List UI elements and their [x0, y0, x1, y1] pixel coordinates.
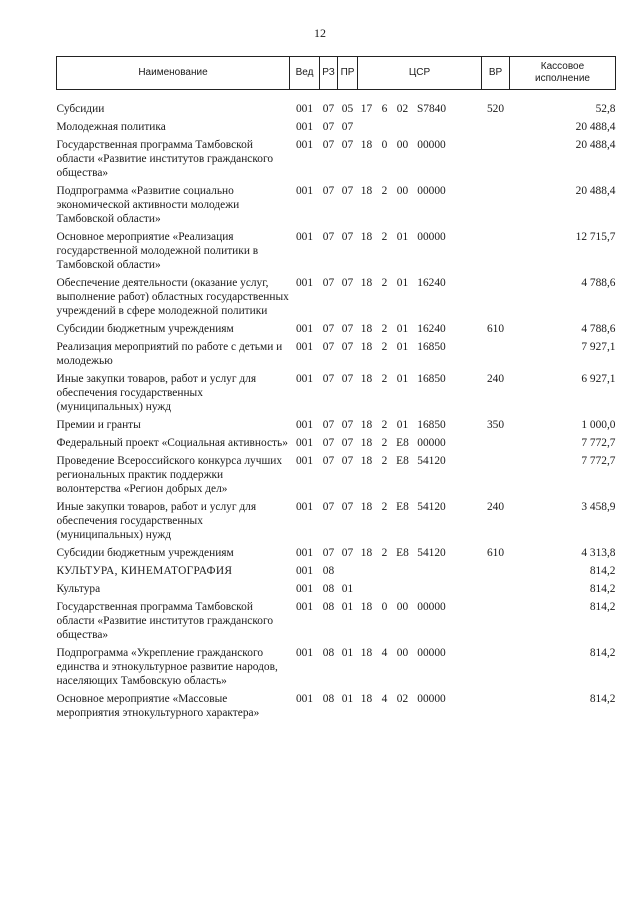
row-name: Проведение Всероссийского конкурса лучших региональных практик поддержки волонтерства «Регион добрых дел» — [56, 455, 283, 495]
csr-segment: 00 — [396, 185, 409, 197]
row-name: Реализация мероприятий по работе с детьми и молодежью — [56, 341, 283, 367]
csr-segment: 18 — [360, 455, 373, 467]
row-ved: 001 — [295, 341, 314, 353]
table-row — [57, 561, 616, 579]
row-csr — [358, 90, 482, 118]
csr-code — [358, 102, 482, 116]
csr-segment: 0 — [381, 139, 388, 151]
table-row — [57, 319, 616, 337]
csr-segment: 16240 — [417, 277, 446, 289]
table-row — [57, 135, 616, 181]
csr-segment: 00 — [396, 647, 409, 659]
row-name: Премии и гранты — [56, 419, 141, 431]
header-name: Наименование — [57, 57, 290, 90]
row-vr: 240 — [486, 373, 505, 385]
row-ved: 001 — [295, 583, 314, 595]
csr-code — [358, 600, 482, 614]
row-ved: 001 — [295, 501, 314, 513]
row-ved: 001 — [295, 437, 314, 449]
row-amount: 4 788,6 — [581, 323, 616, 335]
row-name: Иные закупки товаров, работ и услуг для обеспечения государственных (муниципальных) нужд — [56, 373, 257, 413]
row-ved: 001 — [295, 455, 314, 467]
row-amount: 4 788,6 — [581, 277, 616, 289]
row-rz: 07 — [322, 139, 335, 151]
csr-code — [358, 500, 482, 514]
row-csr — [358, 433, 482, 451]
csr-code — [358, 372, 482, 386]
row-vr — [482, 579, 510, 597]
table-row — [57, 579, 616, 597]
row-vr — [482, 181, 510, 227]
csr-segment: 18 — [360, 373, 373, 385]
csr-segment: 00000 — [417, 437, 446, 449]
csr-segment: 18 — [360, 547, 373, 559]
csr-segment: E8 — [396, 455, 409, 467]
row-csr — [358, 643, 482, 689]
csr-code — [358, 692, 482, 706]
row-vr: 350 — [486, 419, 505, 431]
row-name: Культура — [56, 583, 101, 595]
row-pr: 07 — [341, 277, 354, 289]
csr-segment: 2 — [381, 437, 388, 449]
row-name: Государственная программа Тамбовской области «Развитие институтов гражданского общества» — [56, 139, 274, 179]
row-csr — [358, 415, 482, 433]
row-ved: 001 — [295, 185, 314, 197]
row-csr — [358, 451, 482, 497]
csr-segment: 01 — [396, 277, 409, 289]
row-pr: 07 — [341, 373, 354, 385]
csr-segment: 00000 — [417, 185, 446, 197]
header-csr: ЦСР — [358, 57, 482, 90]
row-ved: 001 — [295, 231, 314, 243]
row-name: Федеральный проект «Социальная активность» — [56, 437, 288, 449]
csr-segment: 17 — [360, 103, 373, 115]
row-rz: 07 — [322, 419, 335, 431]
header-pr: ПР — [338, 57, 358, 90]
row-amount: 20 488,4 — [575, 121, 616, 133]
csr-segment: 2 — [381, 419, 388, 431]
row-amount: 7 927,1 — [581, 341, 616, 353]
row-name: Субсидии бюджетным учреждениям — [56, 323, 234, 335]
row-csr — [358, 497, 482, 543]
row-ved: 001 — [295, 693, 314, 705]
csr-code — [358, 322, 482, 336]
csr-segment: 16240 — [417, 323, 446, 335]
csr-segment: 18 — [360, 323, 373, 335]
csr-segment: 54120 — [417, 455, 446, 467]
row-pr: 07 — [341, 341, 354, 353]
csr-segment: 18 — [360, 647, 373, 659]
row-amount: 7 772,7 — [581, 455, 616, 467]
row-pr: 01 — [341, 601, 354, 613]
csr-segment: 54120 — [417, 547, 446, 559]
csr-segment: 18 — [360, 185, 373, 197]
row-ved: 001 — [295, 277, 314, 289]
row-amount: 814,2 — [589, 583, 616, 595]
row-ved: 001 — [295, 601, 314, 613]
row-csr — [358, 273, 482, 319]
csr-segment: 2 — [381, 231, 388, 243]
row-vr — [482, 273, 510, 319]
table-row — [57, 543, 616, 561]
row-amount: 814,2 — [589, 693, 616, 705]
row-pr — [338, 561, 358, 579]
row-vr: 240 — [486, 501, 505, 513]
row-name: Подпрограмма «Укрепление гражданского единства и этнокультурное развитие народов, населяющих Тамбовскую область» — [56, 647, 278, 687]
csr-code — [358, 436, 482, 450]
row-amount: 12 715,7 — [575, 231, 616, 243]
row-vr — [482, 451, 510, 497]
csr-code — [358, 184, 482, 198]
csr-segment: 18 — [360, 693, 373, 705]
row-amount: 814,2 — [589, 565, 616, 577]
row-rz: 07 — [322, 455, 335, 467]
csr-code — [358, 230, 482, 244]
row-ved: 001 — [295, 565, 314, 577]
row-vr — [482, 561, 510, 579]
row-rz: 07 — [322, 323, 335, 335]
table-row — [57, 181, 616, 227]
table-row — [57, 451, 616, 497]
row-rz: 07 — [322, 185, 335, 197]
row-csr — [358, 227, 482, 273]
row-rz: 07 — [322, 501, 335, 513]
table-row — [57, 643, 616, 689]
csr-segment: 00 — [396, 601, 409, 613]
row-name: Основное мероприятие «Массовые мероприятия этнокультурного характера» — [56, 693, 260, 719]
row-name: Субсидии — [56, 103, 105, 115]
header-ved: Вед — [290, 57, 320, 90]
row-ved: 001 — [295, 323, 314, 335]
row-ved: 001 — [295, 419, 314, 431]
csr-segment: 2 — [381, 323, 388, 335]
row-amount: 1 000,0 — [581, 419, 616, 431]
csr-segment: 00000 — [417, 231, 446, 243]
row-vr: 610 — [486, 323, 505, 335]
row-name: Молодежная политика — [56, 121, 166, 133]
row-pr: 07 — [341, 323, 354, 335]
row-pr: 01 — [341, 583, 354, 595]
page-number: 12 — [314, 26, 326, 40]
table-row — [57, 597, 616, 643]
row-rz: 07 — [322, 121, 335, 133]
csr-segment: 18 — [360, 437, 373, 449]
csr-segment: 01 — [396, 231, 409, 243]
csr-code — [358, 138, 482, 152]
header-amount: Кассовое исполнение — [510, 57, 616, 90]
csr-segment: 2 — [381, 277, 388, 289]
csr-segment: 54120 — [417, 501, 446, 513]
row-name: Иные закупки товаров, работ и услуг для обеспечения государственных (муниципальных) нужд — [56, 501, 257, 541]
row-ved: 001 — [295, 139, 314, 151]
row-csr — [358, 369, 482, 415]
row-rz: 08 — [322, 647, 335, 659]
table-row — [57, 415, 616, 433]
row-vr — [482, 117, 510, 135]
csr-segment: 02 — [396, 693, 409, 705]
csr-segment: 16850 — [417, 373, 446, 385]
row-vr — [482, 597, 510, 643]
row-amount: 814,2 — [589, 601, 616, 613]
csr-segment: 00000 — [417, 601, 446, 613]
table-row — [57, 369, 616, 415]
csr-segment: 2 — [381, 373, 388, 385]
csr-segment: 0 — [381, 601, 388, 613]
row-ved: 001 — [295, 547, 314, 559]
row-pr: 07 — [341, 547, 354, 559]
row-pr: 07 — [341, 419, 354, 431]
row-csr — [358, 597, 482, 643]
csr-segment: 18 — [360, 231, 373, 243]
row-vr — [482, 689, 510, 721]
row-name: Основное мероприятие «Реализация государственной молодежной политики в Тамбовской области» — [56, 231, 259, 271]
csr-segment: 2 — [381, 501, 388, 513]
csr-segment: 18 — [360, 501, 373, 513]
row-name: КУЛЬТУРА, КИНЕМАТОГРАФИЯ — [56, 565, 233, 577]
csr-segment: 01 — [396, 323, 409, 335]
row-pr: 05 — [341, 103, 354, 115]
row-name: Обеспечение деятельности (оказание услуг, выполнение работ) областных государственных учреждений в сфере молодежной политики — [56, 277, 289, 317]
row-pr: 01 — [341, 693, 354, 705]
row-csr — [358, 135, 482, 181]
row-vr — [482, 643, 510, 689]
row-amount: 7 772,7 — [581, 437, 616, 449]
row-ved: 001 — [295, 121, 314, 133]
row-rz: 08 — [322, 583, 335, 595]
table-row — [57, 90, 616, 118]
csr-segment: 00000 — [417, 139, 446, 151]
row-ved: 001 — [295, 647, 314, 659]
row-vr — [482, 227, 510, 273]
row-pr: 07 — [341, 501, 354, 513]
row-pr: 07 — [341, 139, 354, 151]
row-pr: 07 — [341, 185, 354, 197]
table-row — [57, 433, 616, 451]
row-rz: 08 — [322, 693, 335, 705]
row-pr: 01 — [341, 647, 354, 659]
csr-code — [358, 546, 482, 560]
row-pr: 07 — [341, 455, 354, 467]
csr-code — [358, 340, 482, 354]
row-vr: 520 — [486, 103, 505, 115]
row-rz: 07 — [322, 547, 335, 559]
csr-segment: 00000 — [417, 693, 446, 705]
row-ved: 001 — [295, 373, 314, 385]
row-rz: 07 — [322, 373, 335, 385]
csr-segment: 01 — [396, 341, 409, 353]
csr-segment: 18 — [360, 341, 373, 353]
table-row — [57, 689, 616, 721]
csr-code — [358, 646, 482, 660]
row-amount: 4 313,8 — [581, 547, 616, 559]
row-rz: 07 — [322, 231, 335, 243]
row-amount: 20 488,4 — [575, 139, 616, 151]
csr-segment: E8 — [396, 501, 409, 513]
row-csr — [358, 181, 482, 227]
row-pr: 07 — [341, 231, 354, 243]
row-vr: 610 — [486, 547, 505, 559]
table-row — [57, 497, 616, 543]
csr-segment: 2 — [381, 547, 388, 559]
row-amount: 20 488,4 — [575, 185, 616, 197]
csr-segment: 6 — [381, 103, 388, 115]
row-pr: 07 — [341, 437, 354, 449]
row-name: Государственная программа Тамбовской области «Развитие институтов гражданского общества» — [56, 601, 274, 641]
row-csr — [358, 579, 482, 597]
table-body — [57, 90, 616, 722]
csr-segment: E8 — [396, 437, 409, 449]
row-pr: 07 — [341, 121, 354, 133]
row-csr — [358, 543, 482, 561]
csr-segment: 01 — [396, 373, 409, 385]
row-ved: 001 — [295, 103, 314, 115]
csr-segment: 00000 — [417, 647, 446, 659]
csr-segment: E8 — [396, 547, 409, 559]
row-rz: 07 — [322, 437, 335, 449]
csr-segment: 18 — [360, 139, 373, 151]
table-row — [57, 273, 616, 319]
row-rz: 08 — [322, 601, 335, 613]
budget-table — [56, 56, 616, 721]
row-rz: 07 — [322, 341, 335, 353]
row-csr — [358, 561, 482, 579]
header-rz: РЗ — [320, 57, 338, 90]
row-name: Подпрограмма «Развитие социально экономической активности молодежи Тамбовской области» — [56, 185, 240, 225]
row-vr — [482, 433, 510, 451]
csr-code — [358, 276, 482, 290]
row-amount: 52,8 — [595, 103, 616, 115]
row-csr — [358, 319, 482, 337]
csr-segment: S7840 — [416, 103, 447, 115]
table-header-row — [57, 57, 616, 90]
csr-segment: 18 — [360, 419, 373, 431]
csr-segment: 02 — [396, 103, 409, 115]
csr-segment: 4 — [381, 693, 388, 705]
csr-segment: 18 — [360, 601, 373, 613]
csr-code — [358, 454, 482, 468]
row-csr — [358, 337, 482, 369]
row-amount: 3 458,9 — [581, 501, 616, 513]
csr-segment: 16850 — [417, 419, 446, 431]
row-rz: 08 — [322, 565, 335, 577]
row-vr — [482, 135, 510, 181]
csr-segment: 2 — [381, 341, 388, 353]
csr-segment: 2 — [381, 455, 388, 467]
table-row — [57, 337, 616, 369]
csr-segment: 2 — [381, 185, 388, 197]
csr-segment: 4 — [381, 647, 388, 659]
table-row — [57, 117, 616, 135]
row-name: Субсидии бюджетным учреждениям — [56, 547, 234, 559]
csr-code — [358, 418, 482, 432]
table-row — [57, 227, 616, 273]
header-vr: ВР — [482, 57, 510, 90]
csr-segment: 18 — [360, 277, 373, 289]
row-rz: 07 — [322, 103, 335, 115]
row-csr — [358, 117, 482, 135]
row-rz: 07 — [322, 277, 335, 289]
row-amount: 6 927,1 — [581, 373, 616, 385]
csr-segment: 00 — [396, 139, 409, 151]
row-csr — [358, 689, 482, 721]
csr-segment: 16850 — [417, 341, 446, 353]
csr-segment: 01 — [396, 419, 409, 431]
row-vr — [482, 337, 510, 369]
row-amount: 814,2 — [589, 647, 616, 659]
